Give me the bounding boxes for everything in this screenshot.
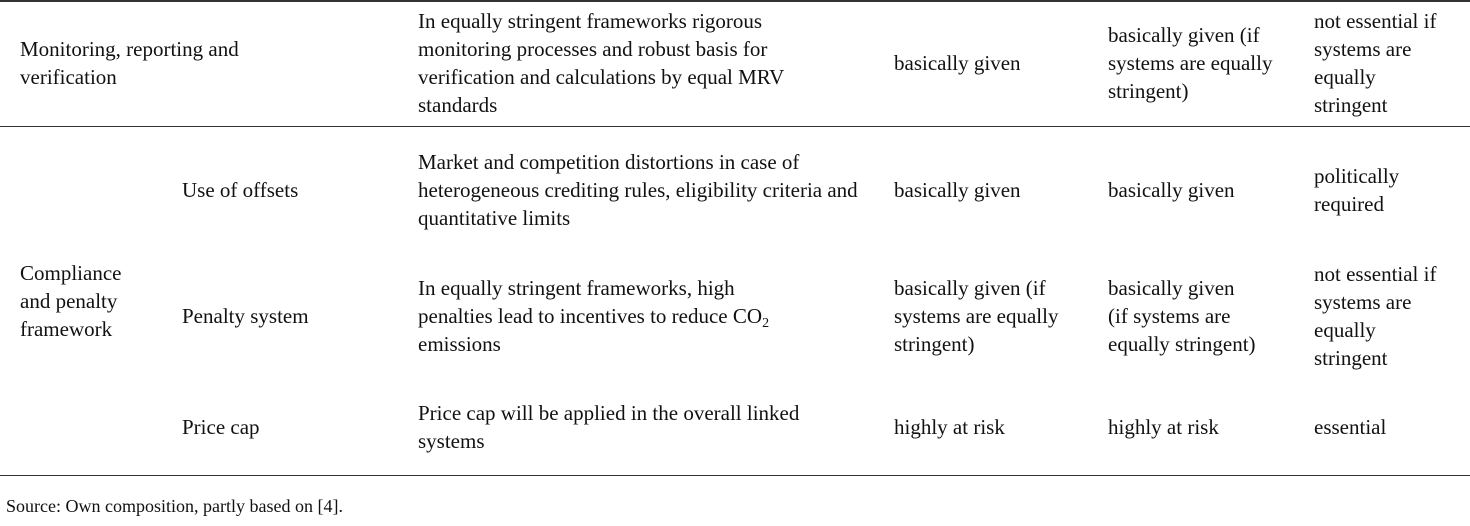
cell-penalty-col5	[1108, 253, 1314, 379]
description-mrv	[418, 0, 894, 127]
sub-offsets: Use of offsets	[182, 178, 299, 202]
cell-penalty-col5-text: basically given (if systems are equally stringent)	[1108, 276, 1256, 356]
source-note: Source: Own composition, partly based on [4].	[6, 496, 343, 516]
cell-mrv-col6-text: not essential if systems are equally stringent	[1314, 9, 1437, 117]
cell-penalty-col6-text: not essential if systems are equally stringent	[1314, 262, 1437, 370]
category-compliance	[0, 127, 182, 476]
cell-offsets-col5: basically given	[1108, 178, 1235, 202]
sub-penalty: Penalty system	[182, 304, 309, 328]
description-offsets	[418, 127, 894, 254]
cell-pricecap-col4: highly at risk	[894, 379, 1108, 476]
table-row-pricecap	[0, 379, 1470, 476]
cell-penalty-col4-text: basically given (if systems are equally stringent)	[894, 276, 1059, 356]
cell-offsets-col4: basically given	[894, 178, 1021, 202]
co2-subscript: 2	[762, 316, 770, 331]
description-penalty-text	[418, 274, 808, 358]
table-row-mrv	[0, 0, 1470, 127]
category-mrv	[0, 0, 418, 127]
description-pricecap-text: Price cap will be applied in the overall linked systems	[418, 401, 800, 453]
cell-pricecap-col5: highly at risk	[1108, 379, 1314, 476]
category-mrv-text: Monitoring, reporting and verification	[20, 37, 239, 89]
description-penalty	[418, 253, 894, 379]
cell-mrv-col4: basically given	[894, 0, 1108, 127]
description-offsets-text: Market and competition distortions in case of heterogeneous crediting rules, eligibility criteria and quantitative limits	[418, 150, 858, 230]
table-row-penalty	[0, 253, 1470, 379]
cell-mrv-col5-text: basically given (if systems are equally stringent)	[1108, 23, 1273, 103]
table-row-offsets	[0, 127, 1470, 254]
description-pricecap	[418, 379, 894, 476]
cell-mrv-col5	[1108, 0, 1314, 127]
cell-pricecap-col6: essential	[1314, 379, 1470, 476]
description-mrv-text: In equally stringent frameworks rigorous monitoring processes and robust basis for verification and calculations by equal MRV standards	[418, 9, 784, 117]
category-compliance-text: Compliance and penalty framework	[20, 261, 122, 341]
cell-penalty-col6	[1314, 253, 1470, 379]
cell-offsets-col6	[1314, 127, 1470, 254]
cell-mrv-col6	[1314, 0, 1470, 127]
sub-pricecap: Price cap	[182, 379, 418, 476]
cell-offsets-col6-text: politically required	[1314, 164, 1400, 216]
description-penalty-post: emissions	[418, 332, 501, 356]
cell-penalty-col4	[894, 253, 1108, 379]
description-penalty-pre: In equally stringent frameworks, high penalties lead to incentives to reduce CO	[418, 276, 763, 328]
